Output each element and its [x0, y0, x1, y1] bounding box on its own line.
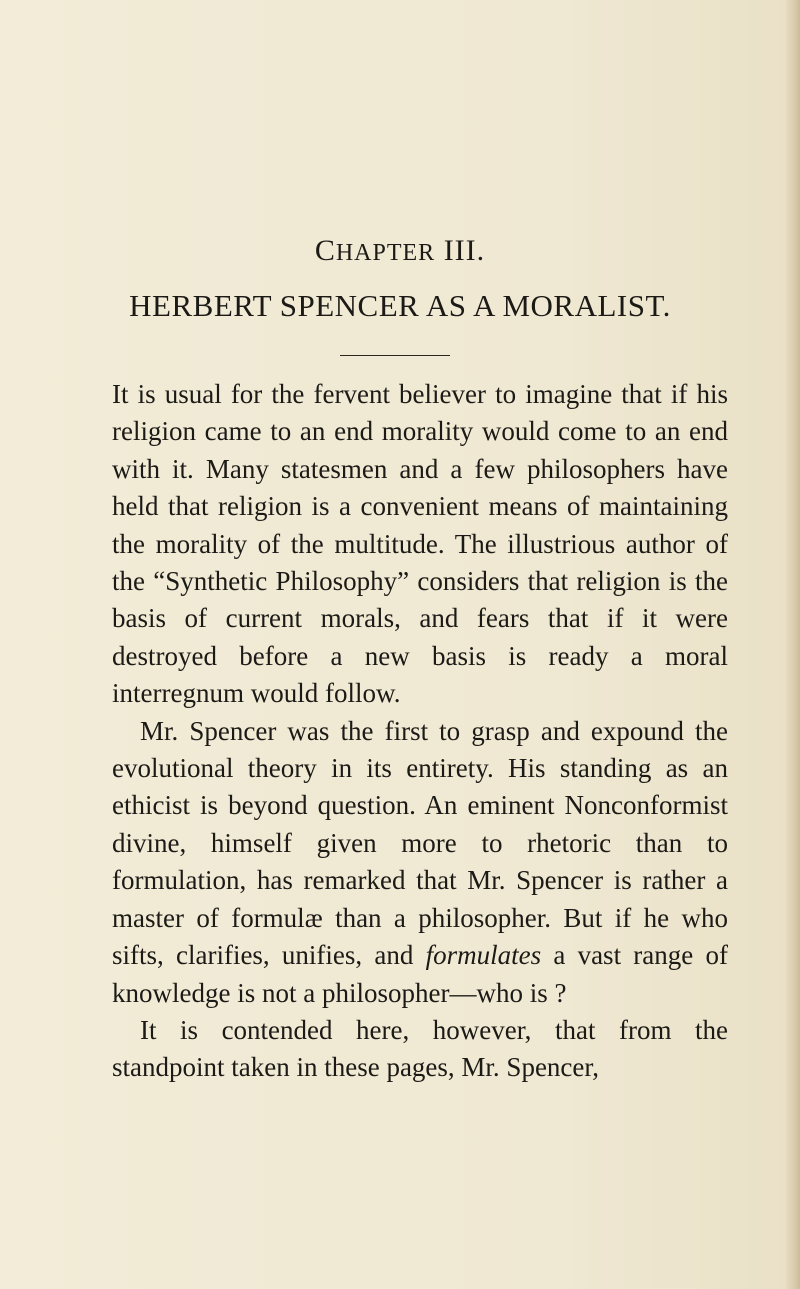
paragraph-2: [112, 713, 728, 1012]
chapter-number: III.: [443, 234, 486, 267]
paragraph-3: It is contended here, however, that from the standpoint taken in these pages, Mr. Spencer,: [112, 1014, 728, 1083]
paragraph-2-end: a vast range of knowledge is not a philosopher—who is ?: [112, 940, 728, 1008]
chapter-heading: [0, 234, 800, 268]
chapter-word: HAPTER: [335, 240, 436, 266]
body-text: [112, 376, 728, 1087]
chapter-title: HERBERT SPENCER AS A MORALIST.: [129, 288, 671, 323]
paragraph-2-italic: formulates: [425, 940, 542, 971]
chapter-initial: C: [314, 234, 336, 267]
page-edge: [786, 0, 800, 1289]
paragraph-1: It is usual for the fervent believer to imagine that if his religion came to an end morality would come to an end with it. Many statesmen and a few philosophers have held that religion is a convenient means of maintaining the morality of the multitude. The illustrious author of the “Synthetic Philosophy” considers that religion is the basis of current morals, and fears that if it were destroyed before a new basis is ready a moral interregnum would follow.: [112, 379, 728, 709]
divider-rule: [340, 355, 450, 356]
paragraph-2-text: Mr. Spencer was the first to grasp and expound the evolutional theory in its entirety. His standing as an ethicist is beyond question. An eminent Nonconformist divine, himself given more to rhetoric than to formulation, has remarked that Mr. Spencer is rather a master of formulæ than a philosopher. But if he who sifts, clarifies, unifies, and: [112, 715, 728, 971]
